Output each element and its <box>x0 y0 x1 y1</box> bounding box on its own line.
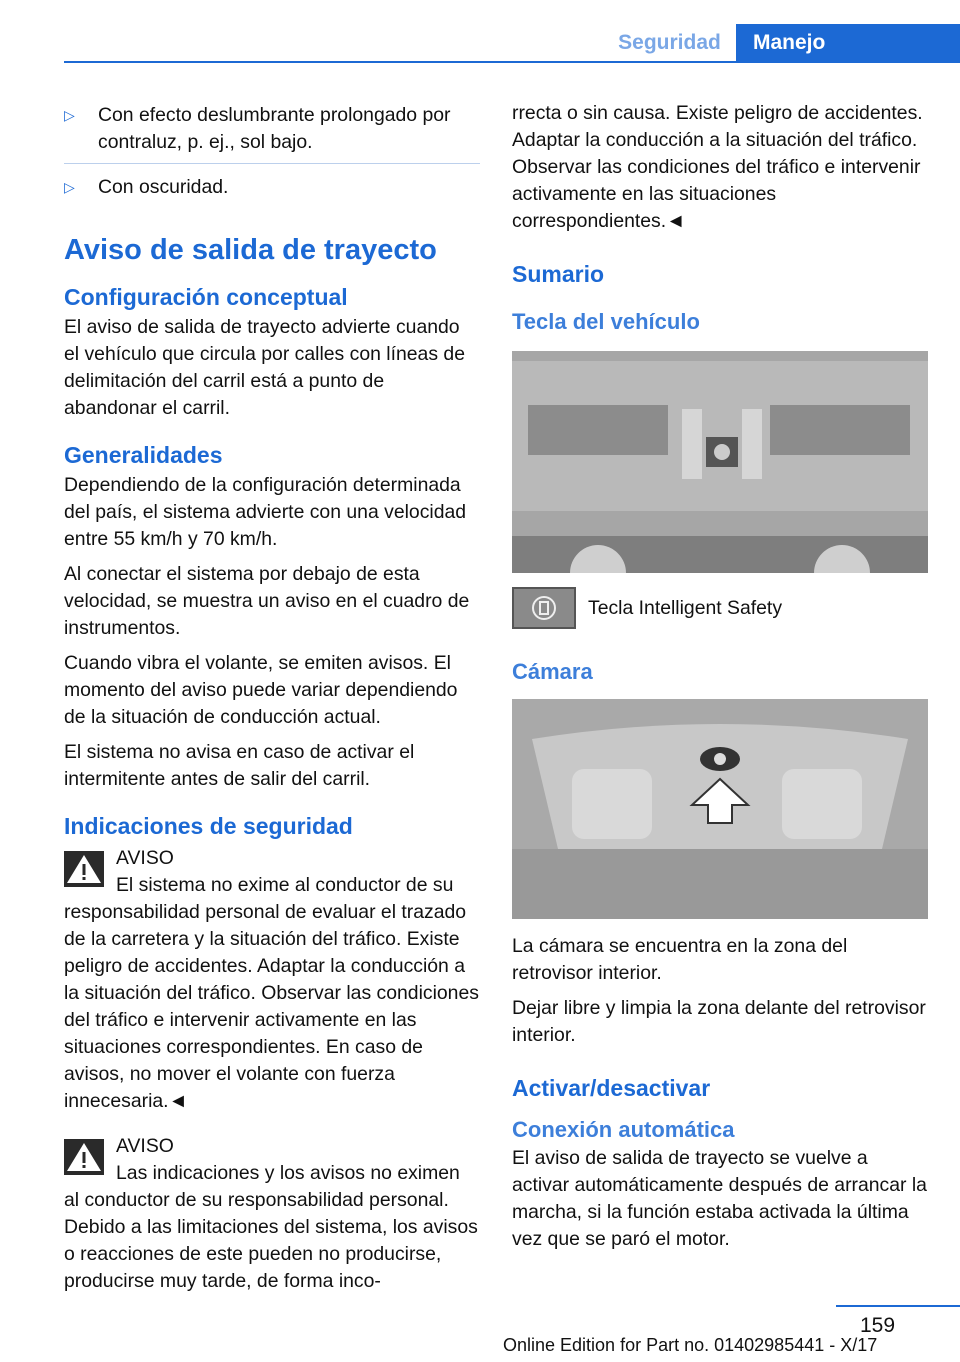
warning-title: AVISO <box>116 847 174 869</box>
warning-block <box>64 845 480 1115</box>
page-number: 159 <box>860 1314 896 1337</box>
camera-paragraph: Dejar libre y limpia la zona delante del retrovisor interior. <box>512 997 926 1046</box>
auto-text: El aviso de salida de trayecto se vuelve a activar automáticamente después de arrancar la marcha, si la función estaba activada la última vez que se paró el motor. <box>512 1147 927 1250</box>
warning-title: AVISO <box>116 1135 174 1157</box>
warning-triangle-icon <box>64 1139 104 1175</box>
warning-block <box>64 1133 480 1295</box>
camera-photo <box>512 699 928 919</box>
safety-heading: Indicaciones de seguridad <box>64 813 353 839</box>
general-paragraph: El sistema no avisa en caso de activar el intermitente antes de salir del carril. <box>64 741 415 790</box>
dashboard-photo <box>512 351 928 573</box>
right-column <box>512 100 928 1261</box>
footer-rule <box>836 1305 960 1307</box>
camera-heading: Cámara <box>512 659 593 684</box>
concept-heading: Configuración conceptual <box>64 284 348 310</box>
key-label: Tecla Intelligent Safety <box>588 596 783 619</box>
auto-heading: Conexión automática <box>512 1117 735 1142</box>
warning-text: El sistema no exime al conductor de su responsabilidad personal de evaluar el trazado de la carretera y la situación del tráfico. Existe peligro de accidentes. Adaptar la conducción a la situación del tráfico. Observar las condiciones del tráfico e intervenir activamente en las situaciones correspondientes. En caso de avisos, no mover el volante con fuerza innecesaria.◄ <box>64 874 479 1112</box>
warning-triangle-icon <box>64 851 104 887</box>
list-item <box>64 100 480 164</box>
general-paragraph: Al conectar el sistema por debajo de esta velocidad, se muestra un aviso en el cuadro de instrumentos. <box>64 563 470 639</box>
general-heading: Generalidades <box>64 442 223 468</box>
key-heading: Tecla del vehículo <box>512 309 700 334</box>
concept-text: El aviso de salida de trayecto advierte cuando el vehículo que circula por calles con líneas de delimitación del carril está a punto de abandonar el carril. <box>64 316 465 419</box>
list-item-text: Con oscuridad. <box>98 176 229 198</box>
triangle-bullet-icon: ▷ <box>64 179 75 195</box>
general-paragraph: Cuando vibra el volante, se emiten avisos. El momento del aviso puede variar dependiendo de la situación de conducción actual. <box>64 652 458 728</box>
general-paragraph: Dependiendo de la configuración determinada del país, el sistema advierte con una velocidad entre 55 km/h y 70 km/h. <box>64 474 467 550</box>
section-title: Aviso de salida de trayecto <box>64 234 437 266</box>
continued-text: rrecta o sin causa. Existe peligro de accidentes. Adaptar la conducción a la situación del tráfico. Observar las condiciones del tráfico e intervenir activamente en las situaciones correspondientes.◄ <box>512 102 923 232</box>
list-item-text: Con efecto deslumbrante prolongado por contraluz, p. ej., sol bajo. <box>98 104 451 153</box>
activate-heading: Activar/desactivar <box>512 1075 711 1101</box>
warning-text: Las indicaciones y los avisos no eximen al conductor de su responsabilidad personal. Debido a las limitaciones del sistema, los avisos o reacciones de este pueden no producirse, producirse muy tarde, de forma inco- <box>64 1162 478 1292</box>
list-item <box>64 172 480 208</box>
tab-seguridad[interactable]: Seguridad <box>618 31 721 54</box>
intelligent-safety-button-icon <box>512 587 576 629</box>
online-edition-note: Online Edition for Part no. 01402985441 - X/17 <box>503 1335 878 1355</box>
left-column <box>64 100 480 1303</box>
key-legend <box>512 587 928 629</box>
tab-manejo[interactable]: Manejo <box>736 24 960 63</box>
summary-heading: Sumario <box>512 261 605 287</box>
camera-paragraph: La cámara se encuentra en la zona del retrovisor interior. <box>512 935 848 984</box>
triangle-bullet-icon: ▷ <box>64 107 75 123</box>
